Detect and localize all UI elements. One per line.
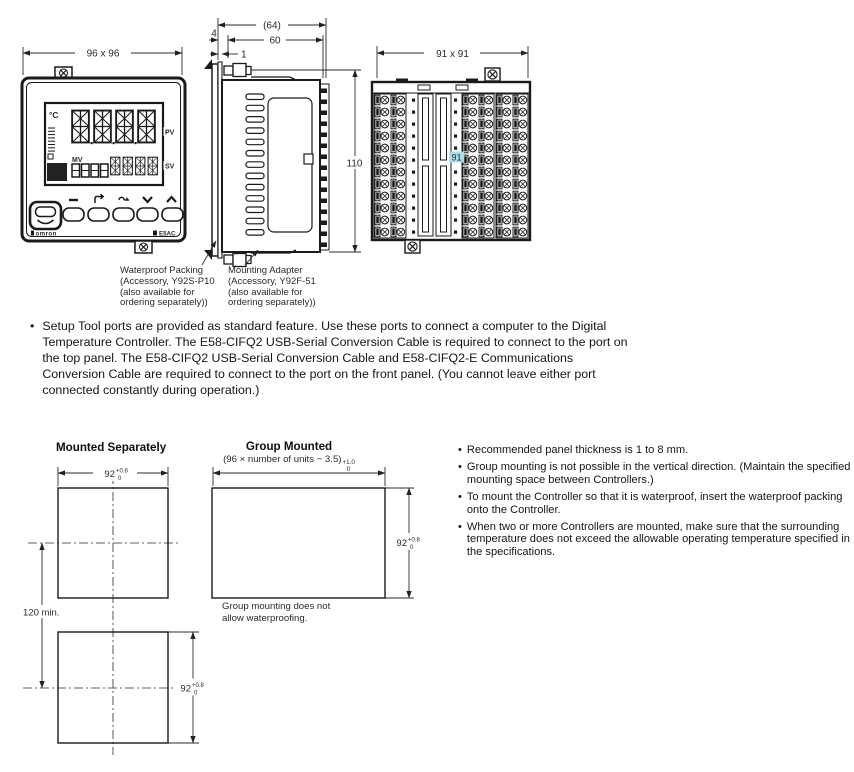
dim-60-label: 60 — [269, 35, 281, 47]
group-height-value: 92 — [396, 538, 407, 549]
callout-line: (also available for — [120, 286, 195, 298]
brand-logo: omron — [35, 230, 57, 238]
rear-top-mount-tab — [485, 68, 500, 81]
group-height-tol-plus: +0.8 — [408, 537, 420, 544]
cutout-height-tol-plus: +0.8 — [192, 683, 204, 689]
rear-view-drawing — [366, 28, 534, 262]
mounted-separately-diagram — [15, 462, 230, 762]
bullet: • — [458, 521, 462, 534]
cutout-width-tol-minus: 0 — [118, 476, 122, 482]
dim-64-label: (64) — [263, 20, 281, 32]
setup-tool-note — [30, 319, 628, 399]
mounting-note-item — [458, 461, 854, 486]
dim-96x96-label: 96 x 96 — [86, 48, 120, 60]
mounting-note-item — [458, 444, 854, 456]
mounting-notes-list — [458, 444, 854, 563]
cutout-height-tol-minus: 0 — [194, 690, 198, 697]
dim-91x91-label: 91 x 91 — [436, 49, 469, 60]
rear-bottom-mount-tab — [405, 240, 420, 253]
usb-port — [30, 202, 61, 229]
callout-line: (also available for — [228, 286, 303, 298]
front-bezel-side — [212, 64, 218, 256]
cutout-width-value: 92 — [104, 469, 115, 480]
formula-tol-minus: 0 — [346, 465, 351, 473]
callout-line: ordering separately)) — [228, 297, 316, 309]
mv-label: MV — [72, 157, 83, 164]
terminal-teeth — [320, 84, 329, 250]
dim-4-label: 4 — [211, 28, 217, 40]
terminal-block-left — [374, 94, 406, 238]
flange-clip-top — [204, 59, 212, 69]
mounting-note-text: Recommended panel thickness is 1 to 8 mm. — [466, 444, 689, 456]
cutout-height-value: 92 — [180, 683, 191, 695]
display-matrix-block — [47, 163, 67, 181]
group-panel-cutout — [212, 488, 385, 598]
side-view-drawing — [198, 2, 373, 268]
bullet: • — [458, 444, 462, 456]
model-label: E5AC — [159, 230, 176, 238]
mounting-note-text: When two or more Controllers are mounted, make sure that the surrounding temperature does not exceed the allowable operating temperature specified in the specifications. — [466, 521, 850, 558]
mounting-adapter-top — [224, 64, 296, 81]
mounting-note-item — [458, 521, 854, 558]
group-mounting-note-line: allow waterproofing. — [222, 612, 308, 624]
mounting-note-text: Group mounting is not possible in the vertical direction. (Maintain the specified mounting space between Controllers.) — [466, 461, 851, 486]
sv-label: SV — [165, 163, 175, 171]
callout-line: ordering separately)) — [120, 297, 208, 309]
mounting-adapter-callout — [228, 266, 316, 309]
terminal-block-right-outer — [496, 94, 528, 238]
mounted-separately-title: Mounted Separately — [56, 441, 167, 454]
pitch-label: 120 min. — [23, 607, 60, 619]
bullet: • — [458, 461, 462, 474]
group-dimension-lines — [213, 467, 414, 598]
front-view-drawing — [15, 33, 205, 268]
front-bottom-mount-tab — [135, 241, 152, 253]
callout-line: Waterproof Packing — [120, 265, 204, 276]
group-mounting-note-line: Group mounting does not — [222, 601, 331, 612]
front-buttons — [63, 208, 183, 221]
setup-tool-note-text: Setup Tool ports are provided as standard feature. Use these ports to connect a computer to the Digital Temperature Controller. The E58-CIFQ2 USB-Serial Conversion Cable is required to connect to the port on the top panel. The E58-CIFQ2 USB-Serial Conversion Cable and E58-CIFQ2-E Communications Conversion Cable are required to connect to the port on the front panel. (You cannot leave either port connected constantly during operation.) — [42, 319, 628, 397]
setup-port-connector — [304, 154, 313, 164]
callout-line: (Accessory, Y92F-51 — [228, 275, 316, 287]
waterproof-packing-callout — [120, 266, 215, 309]
group-mounted-title: Group Mounted — [245, 440, 333, 453]
dim-1-label: 1 — [241, 49, 247, 61]
group-mounting-note — [222, 601, 330, 624]
bullet: • — [30, 319, 35, 333]
dim-110-label: 110 — [346, 158, 363, 170]
display-unit-label: °C — [49, 110, 59, 120]
terminal-block-right-inner — [462, 94, 494, 238]
mounting-note-item — [458, 491, 854, 516]
bullet: • — [458, 491, 462, 504]
cutout-width-tol-plus: +0.8 — [116, 468, 128, 475]
pv-label: PV — [165, 129, 175, 137]
dim-91-label: 91 — [451, 152, 462, 163]
formula-tol-plus: +1.0 — [342, 459, 355, 466]
callout-line: Mounting Adapter — [228, 265, 303, 276]
formula-text: (96 × number of units − 3.5) — [223, 454, 342, 465]
group-height-tol-minus: 0 — [410, 545, 414, 551]
callout-line: (Accessory, Y92S-P10 — [120, 275, 215, 287]
flange-clip-bottom — [204, 250, 212, 260]
mounting-note-text: To mount the Controller so that it is waterproof, insert the waterproof packing onto the Controller. — [466, 491, 843, 516]
side-cover-panel — [268, 98, 312, 232]
